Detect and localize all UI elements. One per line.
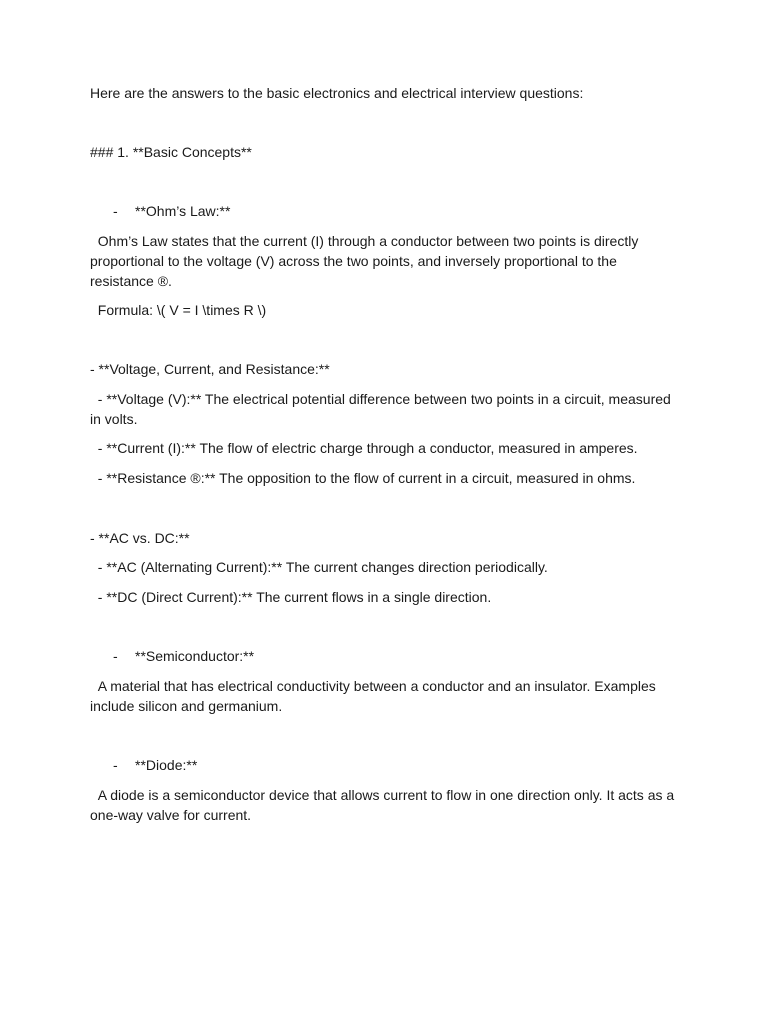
bullet-dash: - — [113, 757, 118, 773]
semiconductor-description: A material that has electrical conductivity between a conductor and an insulator. Examples include silicon and germanium. — [90, 678, 660, 714]
ac-definition: - **AC (Alternating Current):** The current changes direction periodically. — [90, 559, 548, 575]
ohms-law-formula: Formula: \( V = I \times R \) — [90, 302, 267, 318]
semiconductor-bullet — [0, 646, 768, 666]
intro-text: Here are the answers to the basic electronics and electrical interview questions: — [90, 85, 584, 101]
ohms-law-description: Ohm’s Law states that the current (I) through a conductor between two points is directly proportional to the voltage (V) across the two points, and inversely proportional to the resistance ®. — [90, 233, 643, 289]
current-definition: - **Current (I):** The flow of electric charge through a conductor, measured in amperes. — [90, 440, 638, 456]
vcr-heading: - **Voltage, Current, and Resistance:** — [90, 361, 330, 377]
acdc-heading: - **AC vs. DC:** — [90, 530, 190, 546]
voltage-definition: - **Voltage (V):** The electrical potential difference between two points in a circuit, measured in volts. — [90, 391, 675, 427]
dc-definition: - **DC (Direct Current):** The current flows in a single direction. — [90, 589, 492, 605]
diode-description: A diode is a semiconductor device that allows current to flow in one direction only. It acts as a one-way valve for current. — [90, 787, 679, 823]
bullet-dash: - — [113, 203, 118, 219]
diode-heading: **Diode:** — [135, 757, 198, 773]
bullet-dash: - — [113, 648, 118, 664]
ohms-law-heading: **Ohm’s Law:** — [135, 203, 231, 219]
ohms-law-bullet — [0, 201, 768, 221]
semiconductor-heading: **Semiconductor:** — [135, 648, 255, 664]
diode-bullet — [0, 755, 768, 775]
section-heading: ### 1. **Basic Concepts** — [90, 144, 252, 160]
resistance-definition: - **Resistance ®:** The opposition to the flow of current in a circuit, measured in ohms. — [90, 470, 636, 486]
